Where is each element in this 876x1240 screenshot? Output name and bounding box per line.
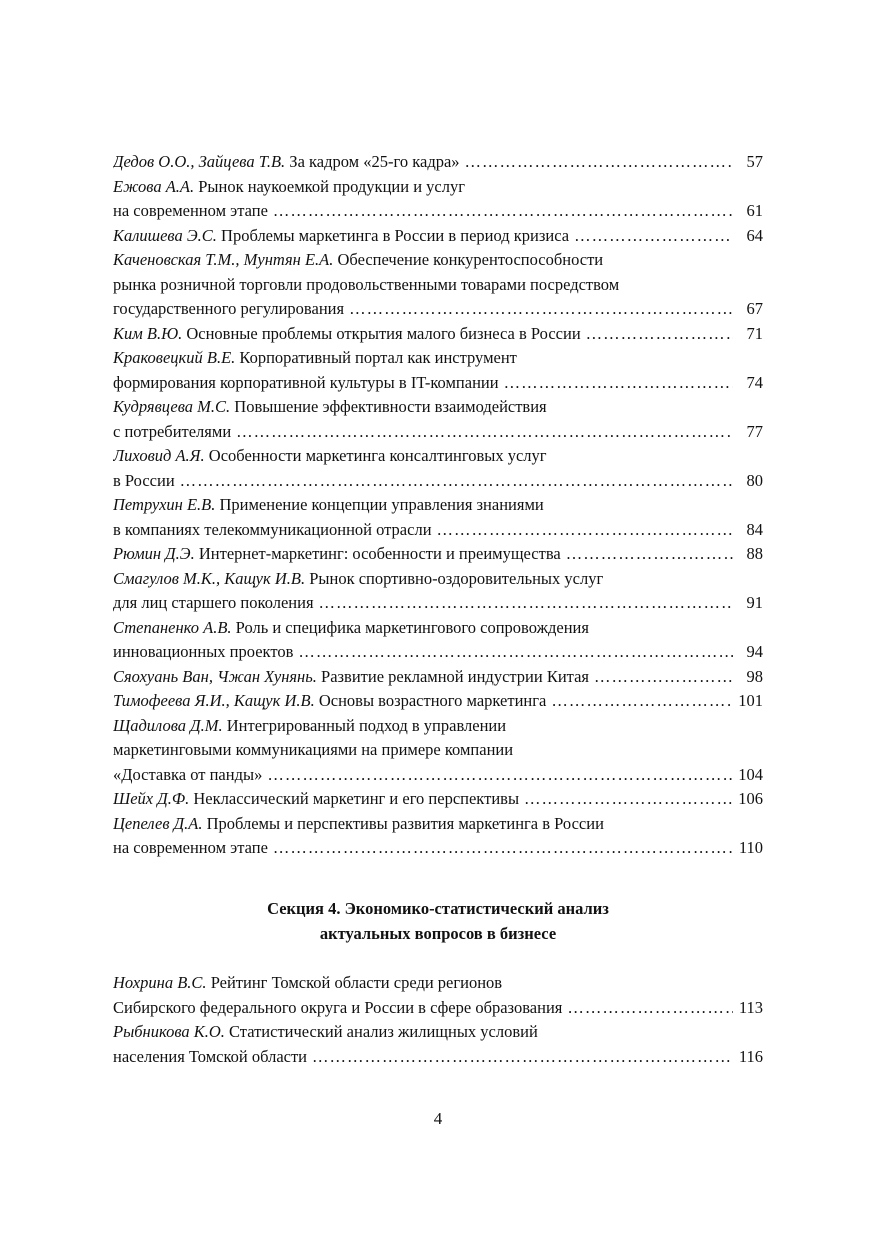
toc-entry-title-text: на современном этапе <box>113 838 268 857</box>
toc-entry <box>113 175 763 224</box>
toc-entry <box>113 322 763 347</box>
toc-entry-line <box>113 616 763 641</box>
toc-entry-author: Шейх Д.Ф. <box>113 789 190 808</box>
toc-entry-page-number: 57 <box>746 152 763 171</box>
toc-entry-title-text: формирования корпоративной культуры в IT-компании <box>113 372 499 392</box>
toc-entry-author: Тимофеева Я.И., Кащук И.В. <box>113 691 315 710</box>
toc-entry-last-line <box>113 689 763 714</box>
dot-leader <box>273 836 733 861</box>
toc-entry-page-number: 80 <box>746 470 763 490</box>
toc-entry-line <box>113 395 763 420</box>
toc-entry <box>113 787 763 812</box>
toc-entry <box>113 1020 763 1069</box>
toc-entry-page-number: 88 <box>746 544 763 563</box>
toc-entry-title-text: населения Томской области <box>113 1046 308 1066</box>
toc-entry-title-text: в компаниях телекоммуникационной отрасли <box>113 519 432 539</box>
toc-entry-last-line <box>113 665 763 690</box>
toc-entry-line <box>113 248 763 273</box>
toc-entry-line <box>113 738 763 763</box>
toc-entry-page-number: 94 <box>746 642 763 661</box>
toc-entry <box>113 493 763 542</box>
toc-entry-title-text: для лиц старшего поколения <box>113 593 314 612</box>
dot-leader <box>267 763 732 788</box>
section-heading <box>113 896 763 946</box>
toc-entry-page-number: 98 <box>746 666 763 686</box>
toc-entry-page-number: 77 <box>746 421 763 441</box>
toc-entry-title-text: маркетинговыми коммуникациями на примере компании <box>113 740 514 759</box>
toc-entry-author: Смагулов М.К., Кащук И.В. <box>113 568 306 588</box>
dot-leader <box>273 199 733 224</box>
dot-leader <box>551 689 732 714</box>
toc-entry-last-line <box>113 1045 763 1070</box>
toc-entry-title-text: Рейтинг Томской области среди регионов <box>210 973 503 992</box>
toc-entry-title-text: Повышение эффективности взаимодействия <box>234 397 547 416</box>
toc-entry-title-text: Интегрированный подход в управлении <box>226 715 507 735</box>
dot-leader <box>574 224 733 249</box>
toc-entry-last-line <box>113 836 763 861</box>
toc-entry-author: Петрухин Е.В. <box>113 495 216 514</box>
toc-entry-title-text: Рынок спортивно-оздоровительных услуг <box>309 568 604 588</box>
toc-entry-title-text: Интернет-маркетинг: особенности и преимущества <box>198 544 561 563</box>
toc-entry-title-text: Особенности маркетинга консалтинговых услуг <box>208 446 547 465</box>
toc-entry-page-number: 104 <box>738 764 763 784</box>
toc-entry-page-number: 74 <box>746 372 763 392</box>
toc-entry-title-text: Неклассический маркетинг и его перспективы <box>193 789 520 808</box>
toc-entry <box>113 224 763 249</box>
toc-entry <box>113 689 763 714</box>
toc-entry-page-number: 64 <box>746 225 763 245</box>
dot-leader <box>594 665 733 690</box>
toc-entry-title-text: Проблемы маркетинга в России в период кризиса <box>221 225 570 245</box>
toc-entry-page-number: 91 <box>746 593 763 612</box>
table-of-contents-section-4 <box>113 971 763 1069</box>
toc-entry-last-line <box>113 199 763 224</box>
toc-entry <box>113 395 763 444</box>
toc-entry-title-text: Сибирского федерального округа и России в сфере образования <box>113 997 563 1017</box>
toc-entry-author: Ежова А.А. <box>113 176 195 196</box>
toc-entry <box>113 665 763 690</box>
toc-entry-line <box>113 714 763 739</box>
dot-leader <box>567 996 732 1021</box>
toc-entry-line <box>113 273 763 298</box>
page-number: 4 <box>433 1109 443 1128</box>
dot-leader <box>566 542 733 567</box>
toc-entry-title-text: Проблемы и перспективы развития маркетинга в России <box>206 813 604 833</box>
toc-entry-title-text: инновационных проектов <box>113 642 294 661</box>
dot-leader <box>349 297 733 322</box>
toc-entry-author: Кудрявцева М.С. <box>113 397 231 416</box>
toc-entry-line <box>113 812 763 837</box>
toc-entry-title-text: Статистический анализ жилищных условий <box>229 1022 538 1041</box>
toc-entry <box>113 567 763 616</box>
dot-leader <box>180 469 733 494</box>
toc-entry <box>113 248 763 322</box>
toc-entry-title-text: Рынок наукоемкой продукции и услуг <box>198 176 465 196</box>
toc-entry-page-number: 71 <box>746 323 763 343</box>
toc-entry-title-text: Корпоративный портал как инструмент <box>239 348 517 367</box>
toc-entry-page-number: 113 <box>738 997 763 1017</box>
toc-entry-title-text: Основы возрастного маркетинга <box>318 691 547 710</box>
toc-entry-author: Рюмин Д.Э. <box>113 544 195 563</box>
toc-entry-author: Сяохуань Ван, Чжан Хунянь. <box>113 666 317 686</box>
toc-entry-line <box>113 175 763 200</box>
dot-leader <box>319 591 733 616</box>
toc-entry-line <box>113 567 763 592</box>
toc-entry <box>113 616 763 665</box>
toc-entry-page-number: 101 <box>738 691 763 710</box>
toc-entry-line <box>113 971 763 996</box>
toc-entry-line <box>113 346 763 371</box>
toc-entry-author: Калишева Э.С. <box>113 225 217 245</box>
toc-entry-title-text: За кадром «25-го кадра» <box>289 152 460 171</box>
toc-entry-page-number: 84 <box>746 519 763 539</box>
toc-entry-author: Рыбникова К.О. <box>113 1022 225 1041</box>
toc-entry-last-line <box>113 322 763 347</box>
toc-entry-author: Лиховид А.Я. <box>113 446 205 465</box>
toc-entry-author: Цепелев Д.А. <box>113 813 203 833</box>
toc-entry-title-text: рынка розничной торговли продовольственными товарами посредством <box>113 274 620 294</box>
toc-entry-last-line <box>113 150 763 175</box>
toc-entry-title-text: в России <box>113 470 175 490</box>
toc-entry-line <box>113 444 763 469</box>
toc-entry-last-line <box>113 787 763 812</box>
toc-entry-title-text: Основные проблемы открытия малого бизнеса в России <box>186 323 581 343</box>
toc-entry <box>113 812 763 861</box>
dot-leader <box>586 322 733 347</box>
toc-entry-line <box>113 493 763 518</box>
toc-entry-last-line <box>113 420 763 445</box>
toc-entry <box>113 714 763 788</box>
toc-entry-author: Ким В.Ю. <box>113 323 183 343</box>
toc-entry-title-text: Роль и специфика маркетингового сопровождения <box>235 617 589 637</box>
toc-entry-last-line <box>113 996 763 1021</box>
toc-entry-title-text: Применение концепции управления знаниями <box>219 495 544 514</box>
toc-entry-last-line <box>113 640 763 665</box>
toc-entry-last-line <box>113 469 763 494</box>
toc-entry-author: Краковецкий В.Е. <box>113 348 236 367</box>
dot-leader <box>312 1045 733 1070</box>
toc-entry-page-number: 67 <box>746 299 763 318</box>
toc-entry <box>113 150 763 175</box>
toc-entry-title-text: «Доставка от панды» <box>113 764 263 784</box>
dot-leader <box>504 371 733 396</box>
toc-entry-author: Каченовская Т.М., Мунтян Е.А. <box>113 250 334 269</box>
toc-entry-last-line <box>113 591 763 616</box>
toc-entry-title-text: с потребителями <box>113 421 232 441</box>
toc-entry <box>113 346 763 395</box>
toc-entry-page-number: 106 <box>738 789 763 808</box>
toc-entry-author: Щадилова Д.М. <box>113 715 223 735</box>
toc-entry <box>113 444 763 493</box>
dot-leader <box>524 787 732 812</box>
toc-entry-page-number: 110 <box>738 838 763 857</box>
table-of-contents-section-3 <box>113 150 763 861</box>
toc-entry-last-line <box>113 297 763 322</box>
toc-entry-last-line <box>113 371 763 396</box>
toc-entry-title-text: государственного регулирования <box>113 299 345 318</box>
dot-leader <box>465 150 733 175</box>
toc-entry-line <box>113 1020 763 1045</box>
toc-entry <box>113 542 763 567</box>
section-heading-line-2: актуальных вопросов в бизнесе <box>319 924 557 943</box>
toc-entry-title-text: Развитие рекламной индустрии Китая <box>321 666 590 686</box>
toc-entry-author: Нохрина В.С. <box>113 973 207 992</box>
toc-entry-page-number: 61 <box>746 201 763 220</box>
toc-entry-author: Степаненко А.В. <box>113 617 232 637</box>
toc-entry-title-text: Обеспечение конкурентоспособности <box>337 250 604 269</box>
toc-entry-last-line <box>113 224 763 249</box>
dot-leader <box>236 420 733 445</box>
dot-leader <box>437 518 733 543</box>
toc-entry-last-line <box>113 763 763 788</box>
toc-entry-author: Дедов О.О., Зайцева Т.В. <box>113 152 286 171</box>
toc-entry-title-text: на современном этапе <box>113 201 268 220</box>
toc-entry-last-line <box>113 542 763 567</box>
dot-leader <box>298 640 733 665</box>
section-heading-line-1: Секция 4. Экономико-статистический анализ <box>267 899 609 918</box>
toc-entry <box>113 971 763 1020</box>
toc-entry-last-line <box>113 518 763 543</box>
toc-entry-page-number: 116 <box>738 1046 763 1066</box>
